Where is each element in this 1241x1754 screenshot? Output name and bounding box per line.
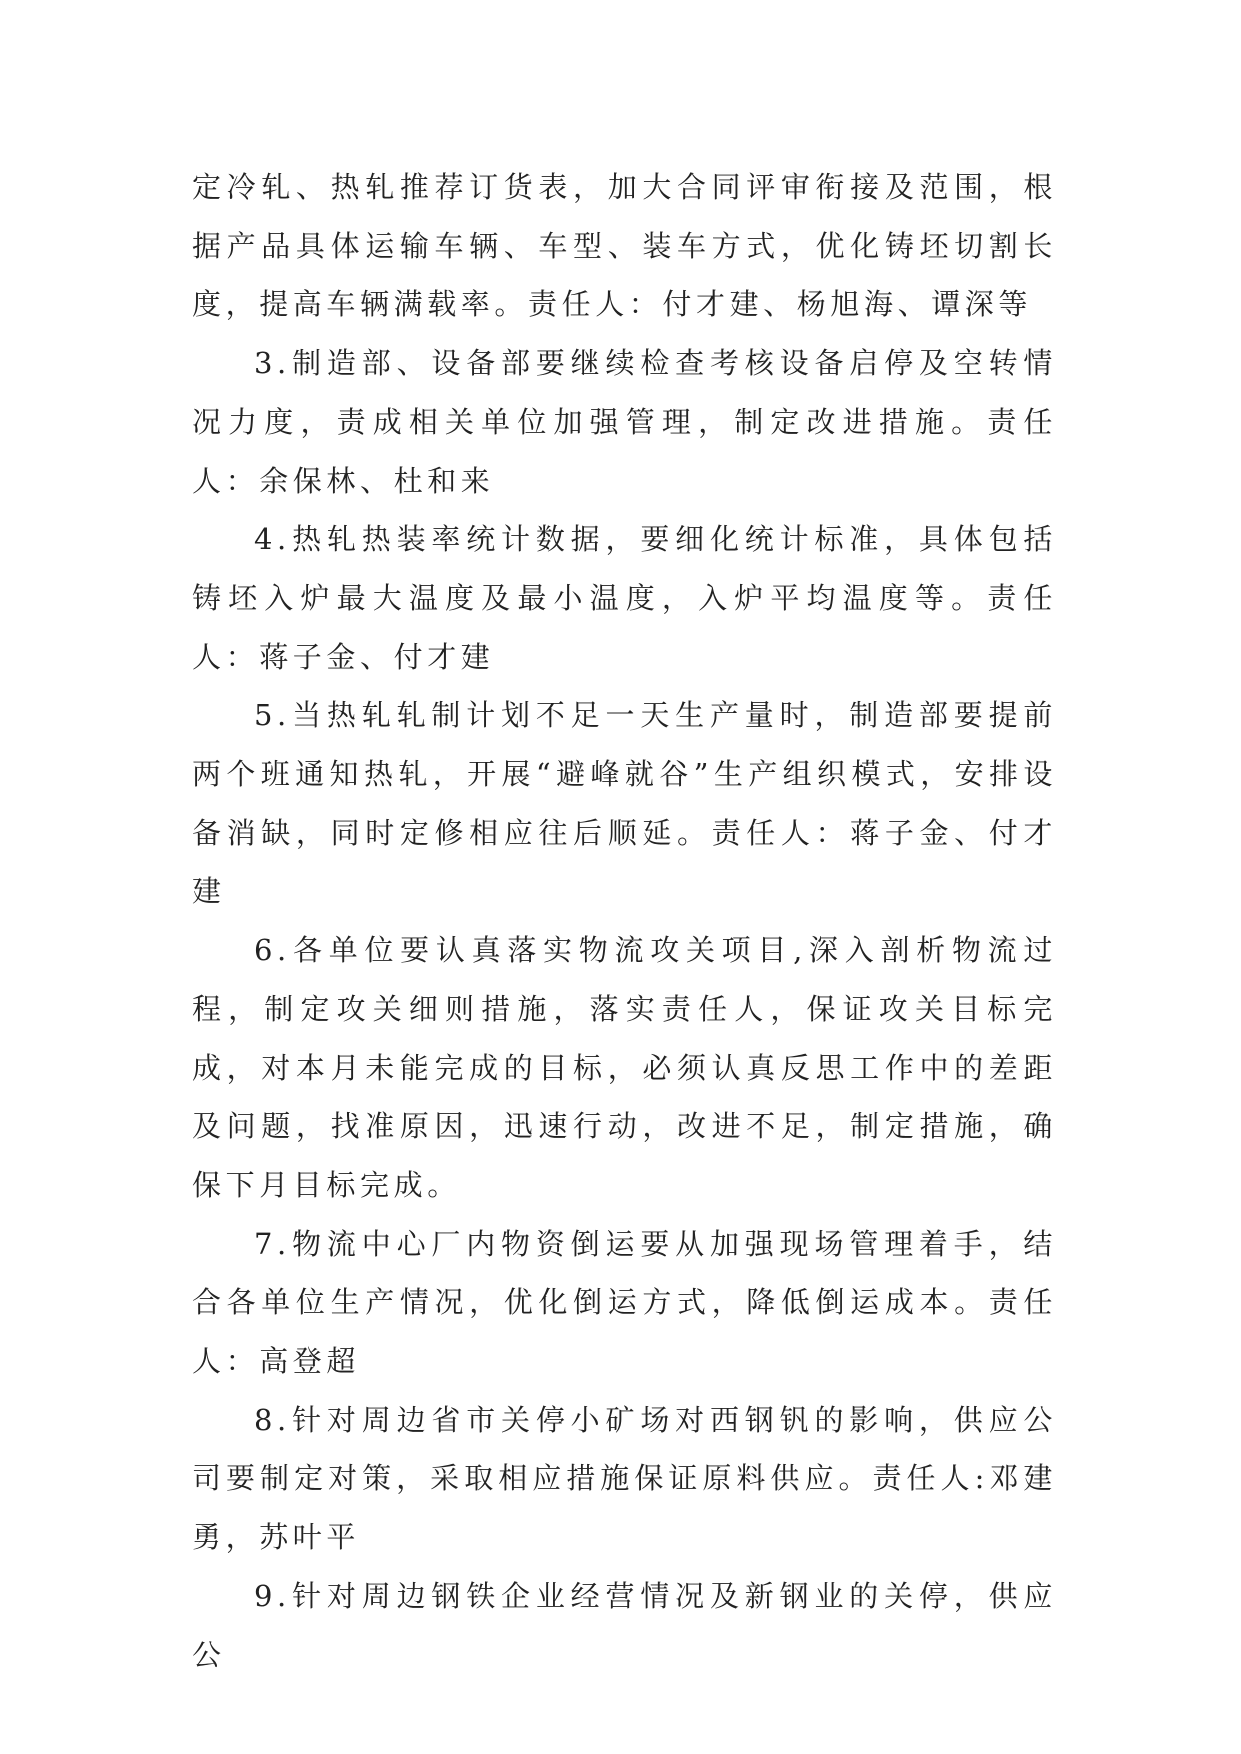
paragraph-item-3: 3.制造部、设备部要继续检查考核设备启停及空转情况力度，责成相关单位加强管理，制定改进措施。责任人：余保林、杜和来 [192,346,1057,498]
paragraph-continuation: 定冷轧、热轧推荐订货表，加大合同评审衔接及范围，根据产品具体运输车辆、车型、装车方式，优化铸坯切割长度，提高车辆满载率。责任人：付才建、杨旭海、谭深等 [192,170,1057,322]
paragraph-item-4: 4.热轧热装率统计数据，要细化统计标准，具体包括铸坯入炉最大温度及最小温度，入炉平均温度等。责任人：蒋子金、付才建 [192,522,1057,674]
paragraph-item-5: 5.当热轧轧制计划不足一天生产量时，制造部要提前两个班通知热轧，开展“避峰就谷”生产组织模式，安排设备消缺，同时定修相应往后顺延。责任人：蒋子金、付才建 [192,698,1057,909]
paragraph-item-9: 9.针对周边钢铁企业经营情况及新钢业的关停，供应公 [192,1578,1057,1672]
paragraph-item-6: 6.各单位要认真落实物流攻关项目,深入剖析物流过程，制定攻关细则措施，落实责任人，保证攻关目标完成，对本月未能完成的目标，必须认真反思工作中的差距及问题，找准原因，迅速行动，改进不足，制定措施，确保下月目标完成。 [192,933,1057,1202]
paragraph-item-7: 7.物流中心厂内物资倒运要从加强现场管理着手，结合各单位生产情况，优化倒运方式，降低倒运成本。责任人：高登超 [192,1226,1057,1379]
paragraph-item-8: 8.针对周边省市关停小矿场对西钢钒的影响，供应公司要制定对策，采取相应措施保证原料供应。责任人:邓建勇，苏叶平 [192,1402,1057,1555]
document-body [192,158,1057,1684]
